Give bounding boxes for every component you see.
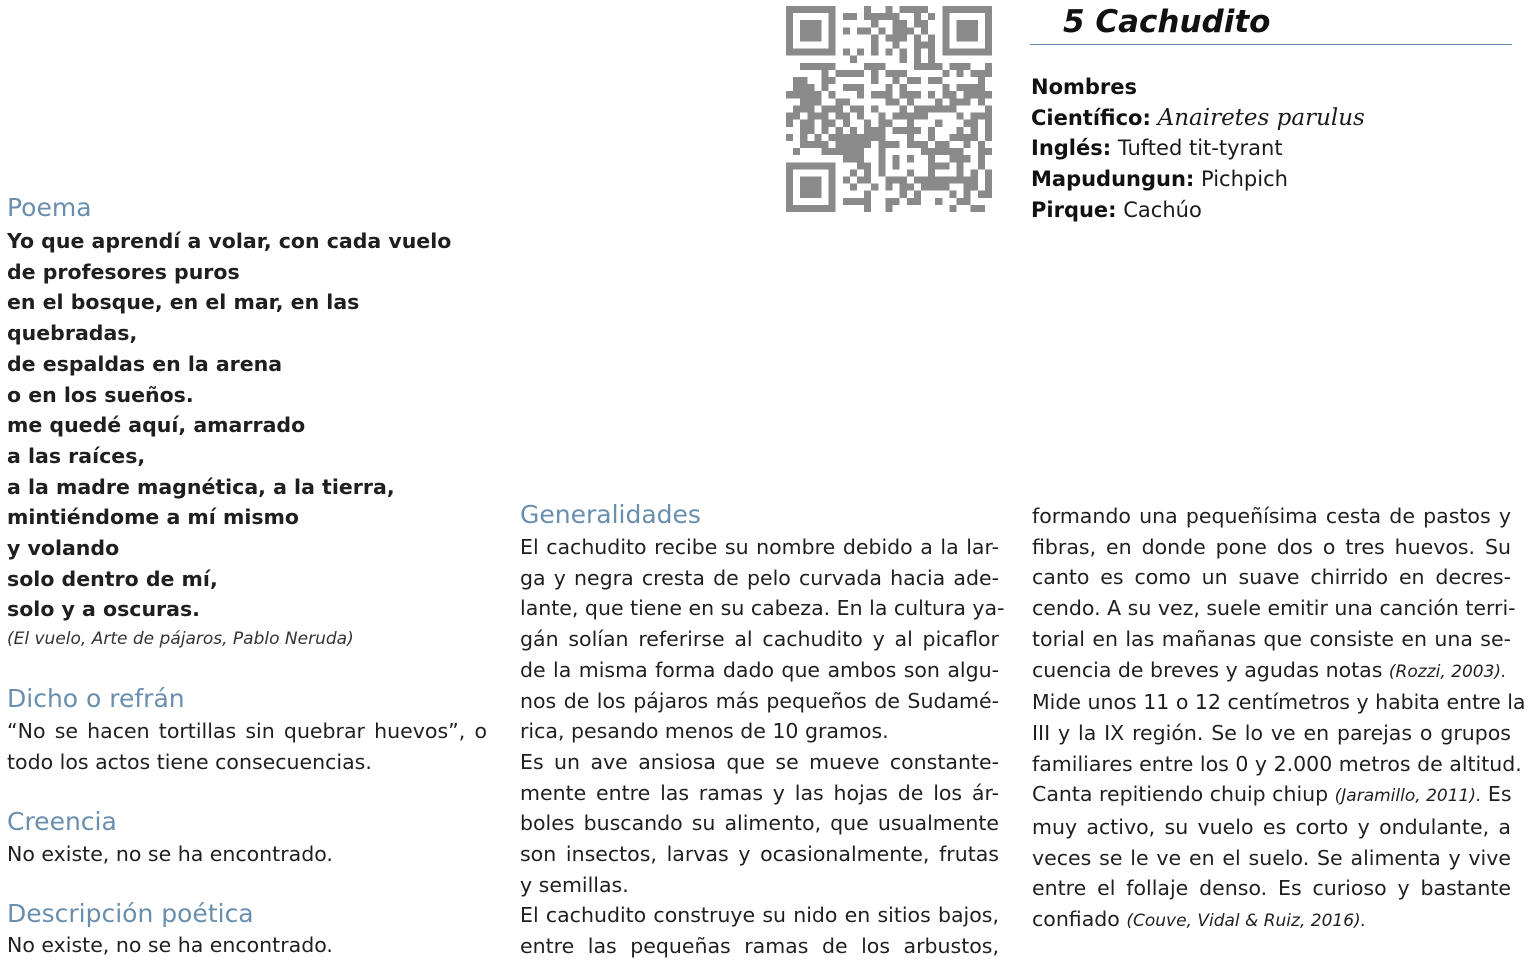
text-line: entre las pequeñas ramas de los arbustos, xyxy=(520,934,999,959)
page-title: 5 Cachudito xyxy=(1063,4,1271,40)
names-heading: Nombres xyxy=(1031,75,1138,99)
poem-line: en el bosque, en el mar, en las xyxy=(7,290,360,315)
text-line: III y la IX región. Se lo ve en parejas o grupos xyxy=(1032,720,1511,745)
descripcion-text: No existe, no se ha encontrado. xyxy=(7,933,333,957)
poem-line: mintiéndome a mí mismo xyxy=(7,505,299,530)
text-line: entre el follaje denso. Es curioso y bastante xyxy=(1032,876,1511,901)
poem-text xyxy=(7,226,451,625)
text-line: El cachudito recibe su nombre debido a la lar- xyxy=(520,535,999,559)
poem-citation: (El vuelo, Arte de pájaros, Pablo Neruda) xyxy=(7,629,354,649)
poem-line: quebradas, xyxy=(7,321,138,346)
text-line: El cachudito construye su nido en sitios bajos, xyxy=(520,903,999,928)
text-line: y semillas. xyxy=(520,872,629,897)
english-label: Inglés: xyxy=(1031,136,1112,161)
poem-line: solo y a oscuras. xyxy=(7,597,200,622)
text-line: Es un ave ansiosa que se mueve constante- xyxy=(520,749,999,774)
pirque-value: Cachúo xyxy=(1123,197,1202,222)
text-line: lante, que tiene en su cabeza. En la cultura ya- xyxy=(520,596,1005,621)
pirque-label: Pirque: xyxy=(1031,197,1117,222)
generalidades-column-1 xyxy=(520,532,1005,962)
poem-line: a las raíces, xyxy=(7,443,146,468)
scientific-label: Científico: xyxy=(1031,105,1151,130)
dicho-line: todo los actos tiene consecuencias. xyxy=(7,749,372,774)
text-line: familiares entre los 0 y 2.000 metros de altitud. xyxy=(1032,751,1522,776)
text-line: confiado (Couve, Vidal & Ruiz, 2016). xyxy=(1032,907,1367,932)
generalidades-column-2 xyxy=(1032,501,1526,937)
poem-line: a la madre magnética, a la tierra, xyxy=(7,474,395,499)
text-line: veces se le ve en el suelo. Se alimenta y vive xyxy=(1032,845,1511,870)
poem-line: y volando xyxy=(7,536,120,561)
title-divider xyxy=(1030,44,1512,45)
dicho-line: “No se hacen tortillas sin quebrar huevos”, o xyxy=(7,719,487,743)
citation-jaramillo: (Jaramillo, 2011). xyxy=(1334,786,1482,807)
scientific-name-row xyxy=(1031,103,1365,134)
poem-line: Yo que aprendí a volar, con cada vuelo xyxy=(7,229,452,253)
text-line: fibras, en donde pone dos o tres huevos. Su xyxy=(1032,534,1511,559)
scientific-value: Anairetes parulus xyxy=(1157,104,1365,131)
text-line: son insectos, larvas y ocasionalmente, frutas xyxy=(520,842,999,867)
text-line: ga y negra cresta de pelo curvada hacia ade- xyxy=(520,565,999,590)
creencia-text: No existe, no se ha encontrado. xyxy=(7,842,333,866)
citation-rozzi: (Rozzi, 2003). xyxy=(1388,661,1507,682)
qr-code[interactable] xyxy=(786,6,992,212)
text-line: de la misma forma dado que ambos son algu- xyxy=(520,657,999,682)
citation-couve: (Couve, Vidal & Ruiz, 2016). xyxy=(1126,911,1367,932)
creencia-heading: Creencia xyxy=(7,807,117,836)
text-line: formando una pequeñísima cesta de pastos y xyxy=(1032,504,1511,528)
generalidades-heading: Generalidades xyxy=(520,500,701,529)
descripcion-heading: Descripción poética xyxy=(7,899,254,928)
text-line: rica, pesando menos de 10 gramos. xyxy=(520,719,889,744)
poem-line: de espaldas en la arena xyxy=(7,351,283,376)
poem-line: de profesores puros xyxy=(7,259,240,284)
text-line: torial en las mañanas que consiste en una se- xyxy=(1032,626,1511,651)
poem-line: o en los sueños. xyxy=(7,382,194,407)
english-value: Tufted tit-tyrant xyxy=(1117,136,1283,161)
mapudungun-label: Mapudungun: xyxy=(1031,167,1195,192)
text-line: muy activo, su vuelo es corto y ondulante, a xyxy=(1032,815,1511,840)
text-line: cendo. A su vez, suele emitir una canción terri- xyxy=(1032,596,1516,621)
poem-line: solo dentro de mí, xyxy=(7,566,218,591)
text-line: mente entre las ramas y las hojas de los ár- xyxy=(520,780,999,805)
english-name-row xyxy=(1031,133,1365,164)
mapudungun-name-row xyxy=(1031,164,1365,195)
text-line: canto es como un suave chirrido en decres- xyxy=(1032,565,1511,590)
text-line: Canta repitiendo chuip chiup (Jaramillo, 2011). Es xyxy=(1032,782,1512,807)
text-line: cuencia de breves y agudas notas (Rozzi, 2003). xyxy=(1032,657,1507,682)
dicho-heading: Dicho o refrán xyxy=(7,684,185,713)
poem-line: me quedé aquí, amarrado xyxy=(7,413,306,438)
text-line: Mide unos 11 o 12 centímetros y habita entre la xyxy=(1032,690,1526,715)
text-line: nos de los pájaros más pequeños de Sudamé- xyxy=(520,688,999,713)
pirque-name-row xyxy=(1031,195,1365,226)
names-block xyxy=(1031,72,1365,226)
dicho-text xyxy=(7,716,487,777)
poema-heading: Poema xyxy=(7,193,92,222)
mapudungun-value: Pichpich xyxy=(1201,167,1288,192)
text-line: boles buscando su alimento, que usualmente xyxy=(520,811,999,836)
text-line: gán solían referirse al cachudito y al picaflor xyxy=(520,627,999,652)
